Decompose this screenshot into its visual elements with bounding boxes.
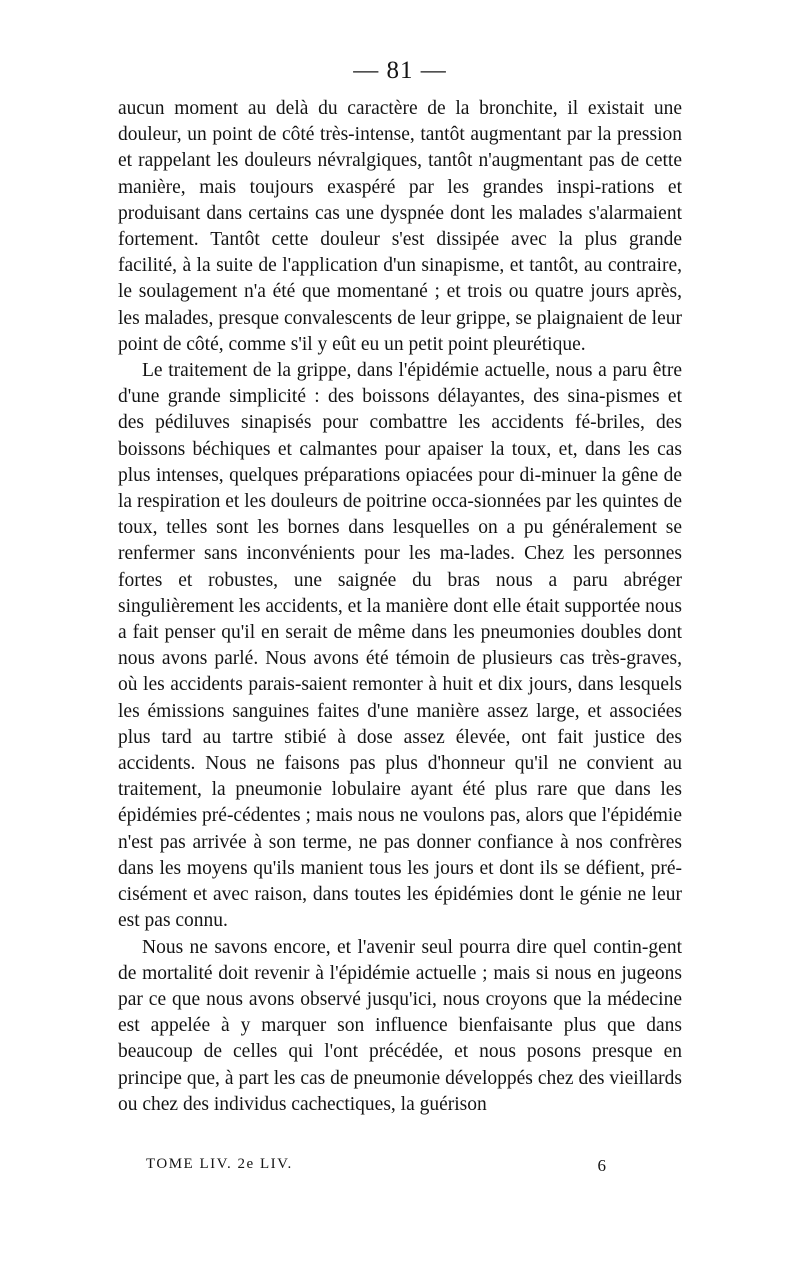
- document-page: [118, 56, 682, 1118]
- signature-mark: 6: [597, 1156, 606, 1175]
- paragraph-2: Le traitement de la grippe, dans l'épidémie actuelle, nous a paru être d'une grande simplicité : des boissons délayantes, des sina-pismes et des pédiluves sinapisés pour combattre les accidents fé-briles, des boissons béchiques et calmantes pour apaiser la toux, et, dans les cas plus intenses, quelques préparations opiacées pour di-minuer la gêne de la respiration et les douleurs de poitrine occa-sionnées par les quintes de toux, telles sont les bornes dans lesquelles on a pu généralement se renfermer sans inconvénients pour les ma-lades. Chez les personnes fortes et robustes, une saignée du bras nous a paru abréger singulièrement les accidents, et la manière dont elle était supportée nous a fait penser qu'il en serait de même dans les pneumonies doubles dont nous avons parlé. Nous avons été témoin de plusieurs cas très-graves, où les accidents parais-saient remonter à huit et dix jours, dans lesquels les émissions sanguines faites d'une manière assez large, et associées plus tard au tartre stibié à dose assez élevée, ont fait justice des accidents. Nous ne faisons pas plus d'honneur qu'il ne convient au traitement, la pneumonie lobulaire ayant été plus rare que dans les épidémies pré-cédentes ; mais nous ne voulons pas, alors que l'épidémie n'est pas arrivée à son terme, ne pas donner confiance à nos confrères dans les moyens qu'ils manient tous les jours et dont ils se défient, pré-cisément et avec raison, dans toutes les épidémies dont le génie ne leur est pas connu.: [118, 360, 682, 932]
- paragraph-1: aucun moment au delà du caractère de la bronchite, il existait une douleur, un point de côté très-intense, tantôt augmentant par la pression et rappelant les douleurs névralgiques, tantôt n'augmentant pas de cette manière, mais toujours exaspéré par les grandes inspi-rations et produisant dans certains cas une dyspnée dont les malades s'alarmaient fortement. Tantôt cette douleur s'est dissipée avec la plus grande facilité, à la suite de l'application d'un sinapisme, et tantôt, au contraire, le soulagement n'a été que momentané ; et trois ou quatre jours après, les malades, presque convalescents de leur grippe, se plaignaient de leur point de côté, comme s'il y eût eu un petit point pleurétique.: [118, 98, 682, 355]
- page-footer: [146, 1156, 606, 1176]
- volume-line: TOME LIV. 2e LIV.: [146, 1156, 293, 1172]
- paragraph-3: Nous ne savons encore, et l'avenir seul pourra dire quel contin-gent de mortalité doit revenir à l'épidémie actuelle ; mais si nous en jugeons par ce que nous avons observé jusqu'ici, nous croyons que la médecine est appelée à y marquer son influence bienfaisante plus que dans beaucoup de celles qui l'ont précédée, et nous posons presque en principe que, à part les cas de pneumonie développés chez des vieillards ou chez des individus cachectiques, la guérison: [118, 936, 682, 1115]
- page-number: — 81 —: [353, 57, 447, 84]
